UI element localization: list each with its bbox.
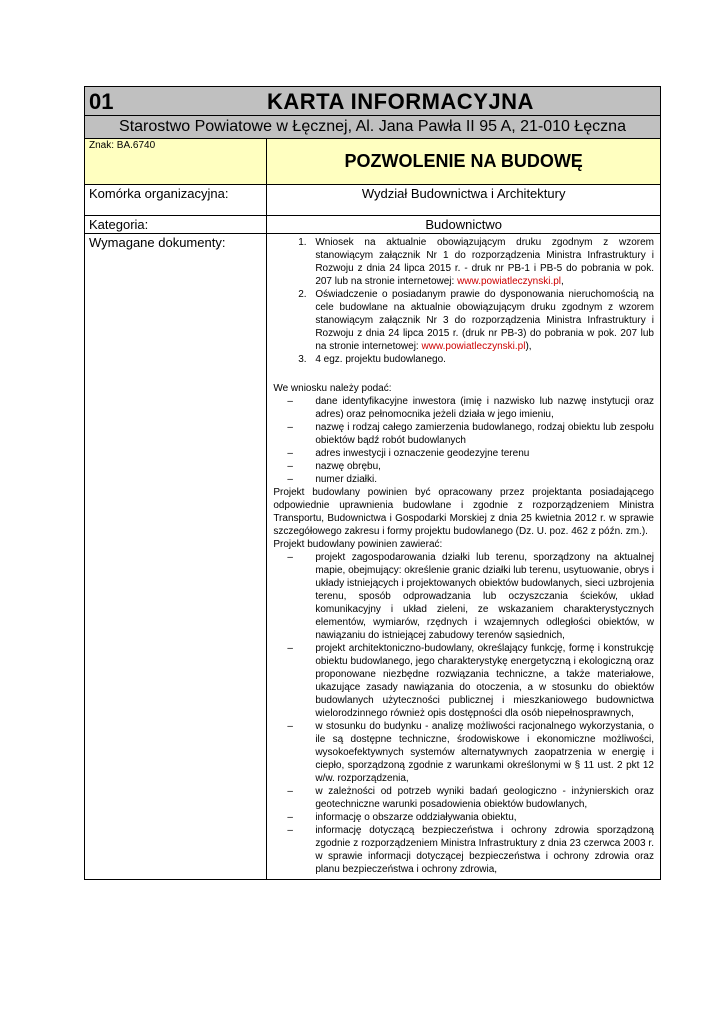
list-item: – projekt architektoniczno-budowlany, określający funkcję, formę i konstrukcję obiektu budowlanego, jego charakterystykę energetyczną i ekologiczną oraz proponowane niezbędne rozwiązania techniczne, a także materiałowe, ukazujące zasady nawiązania do otoczenia, a w stosunku do obiektów budowlanych użyteczności publicznej i mieszkaniowego budownictwa wielorodzinnego również opis dostępności dla osób niepełnosprawnych,	[315, 642, 654, 720]
list-item: – dane identyfikacyjne inwestora (imię i nazwisko lub nazwę instytucji oraz adres) oraz pełnomocnika jeżeli działa w jego imieniu,	[315, 395, 654, 421]
card-code: 01	[89, 89, 114, 114]
website-link[interactable]: www.powiatleczynski.pl	[457, 276, 562, 287]
category-value: Budownictwo	[267, 216, 661, 234]
list-item: – adres inwestycji i oznaczenie geodezyjne terenu	[315, 447, 654, 460]
card-title: KARTA INFORMACYJNA	[267, 89, 534, 114]
documents-content	[267, 234, 661, 880]
list-item: – w stosunku do budynku - analizę możliwości racjonalnego wykorzystania, o ile są dostępne techniczne, środowiskowe i ekonomiczne możliwości, wysokoefektywnych systemów alternatywnych zaopatrzenia w energię i ciepło, sporządzoną zgodnie z warunkami określonymi w § 11 ust. 2 pkt 12 w/w. rozporządzenia,	[315, 720, 654, 785]
card-header	[85, 87, 661, 116]
procedure-title: POZWOLENIE NA BUDOWĘ	[267, 139, 661, 185]
case-sign: Znak: BA.6740	[85, 139, 267, 185]
list-item: – nazwę i rodzaj całego zamierzenia budowlanego, rodzaj obiektu lub zespołu obiektów bądź robót budowlanych	[315, 421, 654, 447]
project-intro: Projekt budowlany powinien zawierać:	[273, 539, 443, 550]
list-item: – informację o obszarze oddziaływania obiektu,	[315, 811, 654, 824]
project-contents-list	[273, 551, 654, 876]
list-item: 1. Wniosek na aktualnie obowiązującym druku zgodnym z wzorem stanowiącym załącznik Nr 1 do rozporządzenia Ministra Infrastruktury i Rozwoju z dnia 24 lipca 2015 r. - druk nr PB-1 i PB-5 do pobrania w pok. 207 lub na stronie internetowej: www.powiatleczynski.pl,	[309, 236, 654, 288]
list-item: 2. Oświadczenie o posiadanym prawie do dysponowania nieruchomością na cele budowlane na aktualnie obowiązującym druku zgodnym z wzorem stanowiącym załącznik Nr 3 do rozporządzenia Ministra Infrastruktury i Rozwoju z dnia 24 lipca 2015 r. (druk nr PB-3) do pobrania w pok. 207 lub na stronie internetowej: www.powiatleczynski.pl),	[309, 288, 654, 353]
list-item: – w zależności od potrzeb wyniki badań geologiczno - inżynierskich oraz geotechniczne warunki posadowienia obiektów budowlanych,	[315, 785, 654, 811]
list-item: – informację dotyczącą bezpieczeństwa i ochrony zdrowia sporządzoną zgodnie z rozporządzeniem Ministra Infrastruktury z dnia 23 czerwca 2003 r. w sprawie informacji dotyczącej bezpieczeństwa i ochrony zdrowia oraz planu bezpieczeństwa i ochrony zdrowia,	[315, 824, 654, 876]
required-documents-list	[273, 236, 654, 366]
project-paragraph: Projekt budowlany powinien być opracowany przez projektanta posiadającego odpowiednie uprawnienia budowlane i zgodnie z rozporządzeniem Ministra Transportu, Budownictwa i Gospodarki Morskiej z dnia 25 kwietnia 2012 r. w sprawie szczegółowego zakresu i formy projektu budowlanego (Dz. U. poz. 462 z późn. zm.).	[273, 487, 654, 537]
list-item: – projekt zagospodarowania działki lub terenu, sporządzony na aktualnej mapie, obejmujący: określenie granic działki lub terenu, usytuowanie, obrys i układy istniejących i projektowanych obiektów budowlanych, sieci uzbrojenia terenu, sposób odprowadzania lub oczyszczania ścieków, układ komunikacyjny i układ zieleni, ze wskazaniem charakterystycznych elementów, wymiarów, rzędnych i wzajemnych odległości obiektów, w nawiązaniu do istniejącej zabudowy terenów sąsiednich,	[315, 551, 654, 642]
application-fields-list	[273, 395, 654, 486]
list-item: – nazwę obrębu,	[315, 460, 654, 473]
department-label: Komórka organizacyjna:	[85, 185, 267, 216]
department-value: Wydział Budownictwa i Architektury	[267, 185, 661, 216]
website-link[interactable]: www.powiatleczynski.pl	[421, 341, 526, 352]
list-item: – numer działki.	[315, 473, 654, 486]
application-intro: We wniosku należy podać:	[273, 383, 392, 394]
list-item: 3. 4 egz. projektu budowlanego.	[309, 353, 654, 366]
category-label: Kategoria:	[85, 216, 267, 234]
info-card	[84, 86, 661, 880]
documents-label: Wymagane dokumenty:	[85, 234, 267, 880]
office-address: Starostwo Powiatowe w Łęcznej, Al. Jana Pawła II 95 A, 21-010 Łęczna	[85, 116, 661, 139]
